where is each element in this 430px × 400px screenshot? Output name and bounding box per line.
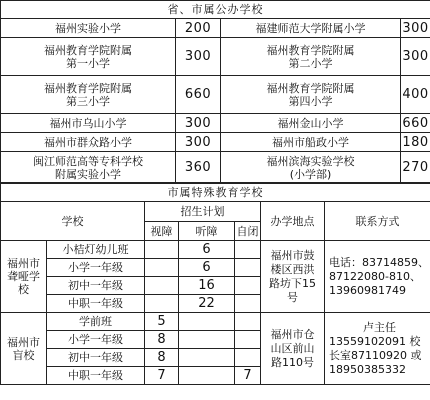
quota-value: 300 (176, 133, 221, 152)
table-row (1, 76, 430, 114)
school-name: 福州实验小学 (1, 19, 176, 38)
school-name: 福州市群众路小学 (1, 133, 176, 152)
visual-count: 7 (145, 367, 179, 385)
school-name-line: 福州教育学院附属 (44, 81, 132, 95)
autism-count (235, 277, 261, 295)
class-name: 初中一年级 (47, 277, 145, 295)
autism-count (235, 349, 261, 367)
visual-count (145, 259, 179, 277)
school-name-line: 第二小学 (288, 56, 333, 70)
quota-value: 360 (176, 152, 221, 184)
contact-line: 卢主任 (363, 320, 397, 334)
section2-title: 市属特殊教育学校 (1, 183, 430, 202)
table-row (1, 152, 430, 184)
autism-count: 7 (235, 367, 261, 385)
table-row (1, 313, 430, 331)
school-name-line: (小学部) (289, 167, 332, 181)
location-line: 福州市鼓 (270, 248, 315, 262)
section1-title: 省、市属公办学校 (1, 1, 430, 19)
autism-count (235, 259, 261, 277)
school-name-line: 福州教育学院附属 (266, 43, 355, 57)
header-visual: 视障 (145, 222, 179, 241)
school-name (1, 152, 176, 184)
school-name (1, 313, 47, 385)
school-name (221, 152, 401, 184)
autism-count (235, 313, 261, 331)
school-name-line: 福州教育学院附属 (266, 81, 355, 95)
header-location: 办学地点 (261, 202, 325, 241)
school-name: 福州市船政小学 (221, 133, 401, 152)
location-line: 路坊下15 (269, 276, 316, 290)
class-name: 小学一年级 (47, 331, 145, 349)
school-name: 福建师范大学附属小学 (221, 19, 401, 38)
hearing-count: 16 (179, 277, 235, 295)
location-line: 号 (287, 290, 298, 304)
special-education-table (0, 182, 430, 385)
school-name-line: 盲校 (12, 348, 35, 362)
school-name (221, 38, 401, 76)
quota-value: 660 (176, 76, 221, 114)
visual-count: 8 (145, 331, 179, 349)
school-name-line: 福州市 (7, 335, 40, 349)
class-name: 中职一年级 (47, 367, 145, 385)
contact-line: 13960981749 (329, 283, 406, 297)
autism-count (235, 331, 261, 349)
school-name-line: 福州市 (7, 257, 40, 270)
visual-count: 8 (145, 349, 179, 367)
visual-count: 5 (145, 313, 179, 331)
location-line: 福州市仓 (270, 327, 315, 341)
school-contact (325, 313, 430, 385)
contact-line: 18950385332 (329, 362, 406, 376)
school-name-line: 第四小学 (288, 94, 333, 108)
school-name-line: 校 (18, 283, 29, 296)
visual-count (145, 295, 179, 313)
quota-value: 270 (401, 152, 430, 184)
location-line: 路110号 (271, 355, 314, 369)
header-contact: 联系方式 (325, 202, 430, 241)
hearing-count: 6 (179, 259, 235, 277)
header-plan: 招生计划 (145, 202, 261, 222)
hearing-count: 22 (179, 295, 235, 313)
hearing-count (179, 331, 235, 349)
school-name: 福州金山小学 (221, 114, 401, 133)
quota-value: 300 (402, 20, 429, 36)
class-name: 学前班 (47, 313, 145, 331)
school-name-line: 福州滨海实验学校 (266, 154, 355, 168)
table-row (1, 114, 430, 133)
quota-value: 300 (401, 38, 430, 76)
autism-count (235, 241, 261, 259)
quota-value: 400 (401, 76, 430, 114)
visual-count (145, 241, 179, 259)
class-name: 初中一年级 (47, 349, 145, 367)
school-name (1, 241, 47, 313)
public-schools-table (0, 0, 430, 184)
school-name (1, 38, 176, 76)
class-name: 小学一年级 (47, 259, 145, 277)
location-line: 山区前山 (270, 341, 315, 355)
hearing-count (179, 313, 235, 331)
hearing-count (179, 349, 235, 367)
quota-value: 660 (402, 115, 429, 131)
autism-count (235, 295, 261, 313)
header-autism: 自闭 (235, 222, 261, 241)
visual-count (145, 277, 179, 295)
school-name-line: 附属实验小学 (55, 167, 121, 181)
table-row (1, 19, 430, 38)
quota-value: 300 (176, 114, 221, 133)
quota-value: 200 (176, 19, 221, 38)
school-name-line: 第一小学 (66, 56, 110, 70)
contact-line: 长室87110920 或 (329, 348, 422, 362)
contact-line: 电话：83714859、 (329, 255, 429, 269)
school-name (221, 76, 401, 114)
quota-value: 180 (402, 134, 429, 150)
table-row (1, 38, 430, 76)
class-name: 中职一年级 (47, 295, 145, 313)
school-name: 福州市乌山小学 (1, 114, 176, 133)
school-location (261, 241, 325, 313)
quota-value: 300 (176, 38, 221, 76)
contact-line: 13559102091 校 (329, 334, 421, 348)
hearing-count (179, 367, 235, 385)
contact-line: 87122080-810、 (329, 269, 421, 283)
location-line: 楼区西洪 (270, 262, 315, 276)
school-name-line: 闽江师范高等专科学校 (33, 154, 143, 168)
hearing-count: 6 (179, 241, 235, 259)
table-row (1, 241, 430, 259)
header-school: 学校 (1, 202, 145, 241)
school-name-line: 福州教育学院附属 (44, 43, 132, 57)
table-row (1, 133, 430, 152)
school-contact (325, 241, 430, 313)
school-name-line: 第三小学 (66, 94, 110, 108)
school-name (1, 76, 176, 114)
header-hearing: 听障 (179, 222, 235, 241)
school-location (261, 313, 325, 385)
school-name-line: 聋哑学 (7, 270, 40, 283)
class-name: 小桔灯幼儿班 (47, 241, 145, 259)
